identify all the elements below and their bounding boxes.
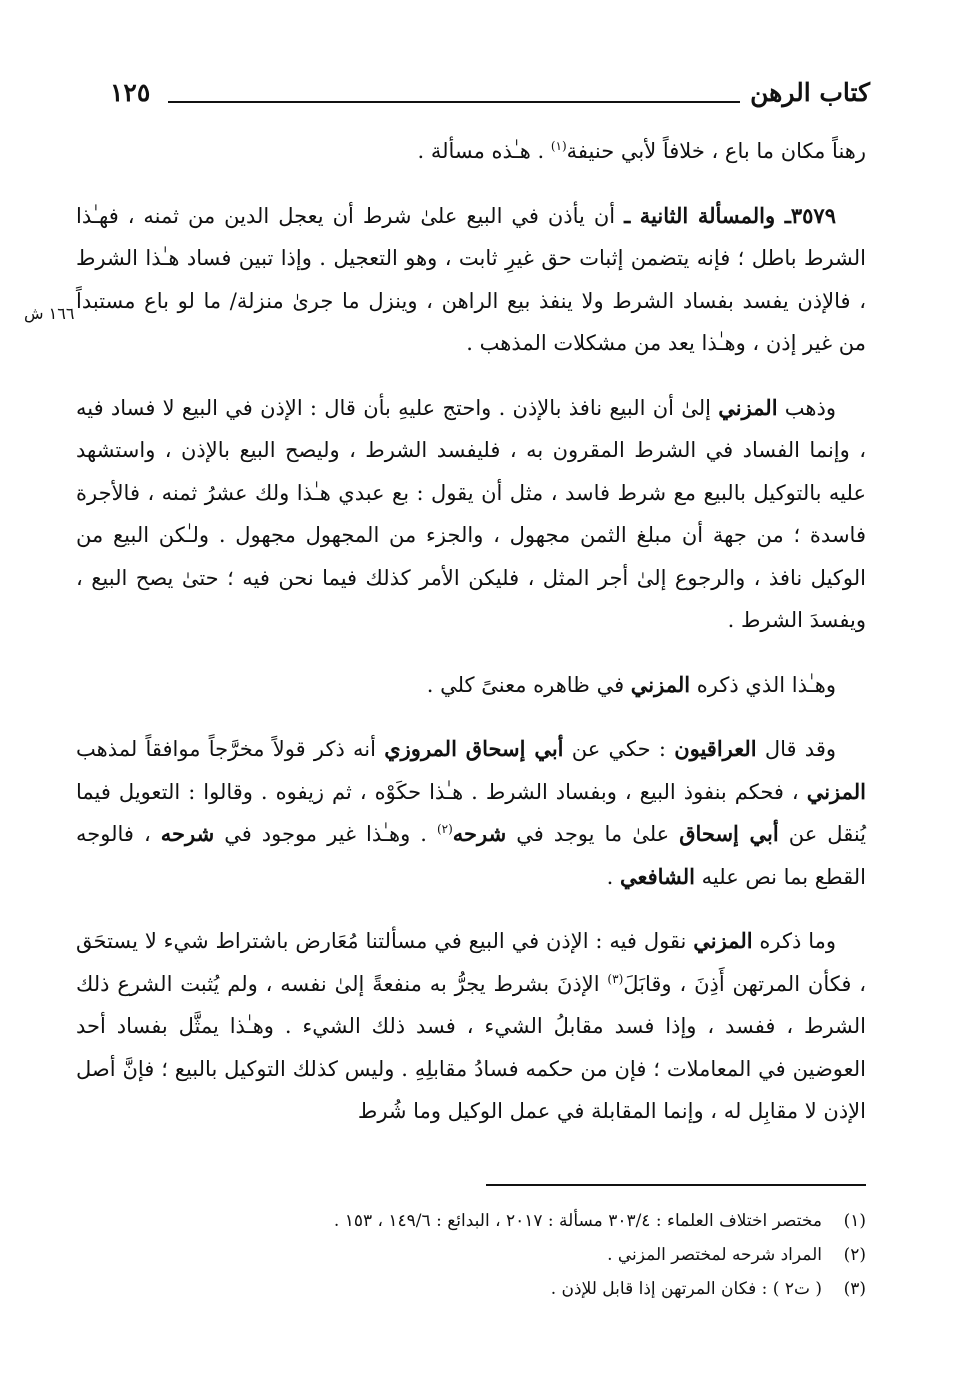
running-head-title: كتاب الرهن [750,78,870,107]
footnote-ref[interactable]: (٢) [436,822,453,836]
text-run: وما ذكره [752,929,836,953]
book-sharh: شرحه [160,821,215,846]
header-rule [168,101,740,103]
text-run: في ظاهره معنىً كلي . [426,672,631,697]
text-run: ، فحكم بنفوذ البيع ، وبفساد الشرط . هـٰذا حكَوْه ، ثم زيفوه . وقالوا : التعويل فيما يُنقل عن [76,779,867,846]
paragraph-iraqis [76,728,866,898]
footnote-rule [486,1184,866,1186]
paragraph-muzani-view [76,387,866,642]
name-abu-ishaq: أبي إسحاق [679,821,779,846]
text-run: : حكي عن [563,737,675,761]
footnotes [76,1204,866,1306]
page-header [110,78,870,118]
text-run: رهناً مكان ما باع ، خلافاً لأبي حنيفة [566,139,866,163]
book-sharh: شرحه [452,821,507,846]
text-run: . [606,864,620,889]
margin-note: ١٦٦ ش [24,304,75,323]
text-run: وهـٰذا الذي ذكره [690,672,836,697]
main-text [76,130,866,1133]
paragraph-issue-3579 [76,195,866,365]
text-run: إلىٰ أن البيع نافذ بالإذن . واحتج عليهِ بأن قال : الإذن في البيع لا فساد فيه ، وإنما الفساد في الشرط المقرون به ، فليفسد الشرط ، وليصح البيع بالإذن ، واستشهد عليه بالتوكيل بالبيع مع شرط فاسد ، مثل أن يقول : بع عبدي هـٰذا ولك عشرُ ثمنه ، فالأجرة فاسدة ؛ من جهة أن مبلغ الثمن مجهول ، والجزء من المجهول مجهول . ولـٰكن البيع من الوكيل نافذ ، والرجوع إلىٰ أجر المثل ، فليكن الأمر كذلك فيما نحن فيه ؛ حتىٰ يصح البيع ، ويفسدَ الشرط . [76,395,866,632]
footnote-number: (١) [843,1211,866,1231]
text-run: وذهب [777,395,836,420]
issue-heading: ٣٥٧٩ـ والمسألة الثانية ـ [624,202,836,228]
name-iraqis: العراقيون [674,736,757,761]
name-muzani: المزني [718,394,778,420]
name-muzani: المزني [806,778,866,804]
name-muzani: المزني [630,671,691,697]
name-abu-ishaq-marwazi: أبي إسحاق المروزي [384,736,564,761]
text-run: نقول فيه : الإذن في البيع في مسألتنا مُعَارض باشتراط شيء لا يستحَق ، فكأن المرتهن أَذِنَ ، وقابَلَ [76,929,866,996]
text-run: . وهـٰذا غير موجود في [214,822,437,846]
name-shafii: الشافعي [619,863,695,889]
footnote-3 [76,1272,866,1306]
footnote-text: مختصر اختلاف العلماء : ٣٠٣/٤ مسألة : ٢٠١٧ ، البدائع : ١٤٩/٦ ، ١٥٣ . [333,1211,822,1231]
name-muzani: المزني [693,928,753,953]
paragraph-continuation [76,130,866,173]
footnote-1 [76,1204,866,1238]
footnote-ref[interactable]: (٣) [607,971,624,986]
text-run: وقد قال [756,737,837,761]
text-run: الإذنَ بشرط يجرُّ به منفعةً إلىٰ نفسه ، ولم يُثبت الشرع ذلك الشرط ، ففسد ، وإذا فسد مقابلُ الشيء ، فسد ذلك الشيء . وهـٰذا يمثَّل بفساد أحد العوضين في المعاملات ؛ فإن من حكمه فسادُ مقابلِهِ . وليس كذلك التوكيل بالبيع ؛ فإنَّ أصل الإذن لا مقابِل له ، وإنما المقابلة في عمل الوكيل وما شُرط [76,971,866,1123]
footnote-text: ( ت٢ ) : فكان المرتهن إذا قابل للإذن . [550,1279,822,1299]
text-run: ، فالوجه القطع بما نص عليه [76,822,866,889]
text-run: علىٰ ما يوجد في [506,822,680,846]
footnote-number: (٢) [843,1245,866,1265]
text-run: أنه ذكر قولاً مخرَّجاً موافقاً لمذهب [76,737,385,761]
paragraph-response [76,920,866,1133]
footnote-number: (٣) [843,1279,866,1299]
footnote-text: المراد شرحه لمختصر المزني . [607,1245,822,1265]
footnote-2 [76,1238,866,1272]
paragraph-comment [76,664,866,707]
footnote-ref[interactable]: (١) [550,139,567,153]
page-number: ١٢٥ [110,78,151,107]
text-run: . هـٰذه مسألة . [417,139,551,163]
text-run: أن يأذن في البيع علىٰ شرط أن يعجل الدين من ثمنه ، فهـٰذا الشرط باطل ؛ فإنه يتضمن إثبات حق غيرِ ثابت ، وهو التعجيل . وإذا تبين فساد هـٰذا الشرط ، فالإذن يفسد بفساد الشرط ولا ينفذ بيع الراهن ، وينزل ما جرىٰ منزلة/ ما لو باع مستبداً من غير إذن ، وهـٰذا يعد من مشكلات المذهب . [76,203,866,355]
